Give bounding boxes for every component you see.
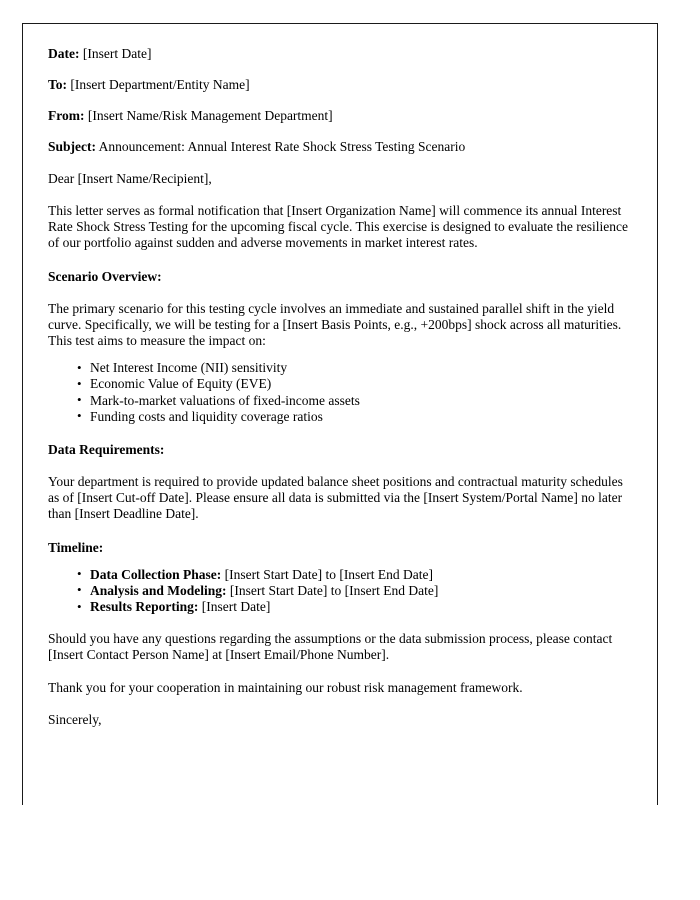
list-item <box>48 583 632 599</box>
header-value-date: [Insert Date] <box>82 46 152 61</box>
header-line-date <box>48 46 632 62</box>
timeline-bullet-label: Analysis and Modeling: <box>90 582 227 598</box>
header-line-subject <box>48 139 632 155</box>
list-item <box>48 409 632 425</box>
header-label-subject: Subject: <box>48 139 96 154</box>
timeline-heading: Timeline: <box>48 539 104 555</box>
data-requirements-paragraph: Your department is required to provide updated balance sheet positions and contractual maturity schedules as of [Insert Cut-off Date]. Please ensure all data is submitted via the [Insert System/Portal Name] no later than [Insert Deadline Date]. <box>48 474 623 522</box>
list-item <box>48 393 632 409</box>
contact-paragraph: Should you have any questions regarding the assumptions or the data submission process, please contact [Insert Contact Person Name] at [Insert Email/Phone Number]. <box>48 631 613 663</box>
header-label-date: Date: <box>48 46 80 61</box>
letter-body <box>48 46 632 728</box>
timeline-bullet-value: [Insert Start Date] to [Insert End Date] <box>229 582 439 598</box>
timeline-bullet-label: Results Reporting: <box>90 599 199 615</box>
greeting-line: Dear [Insert Name/Recipient], <box>48 171 212 186</box>
scenario-overview-paragraph: The primary scenario for this testing cycle involves an immediate and sustained parallel shift in the yield curve. Specifically, we will be testing for a [Insert Basis Points, e.g., +200bps] shock across all maturities. This test aims to measure the impact on: <box>48 300 622 349</box>
scenario-bullet-text: Mark-to-market valuations of fixed-income assets <box>90 392 360 408</box>
thanks-paragraph: Thank you for your cooperation in maintaining our robust risk management framework. <box>48 679 523 695</box>
list-item <box>48 360 632 376</box>
data-requirements-heading: Data Requirements: <box>48 442 165 458</box>
scenario-overview-heading: Scenario Overview: <box>48 268 162 284</box>
header-label-from: From: <box>48 108 85 123</box>
header-value-from: [Insert Name/Risk Management Department] <box>87 108 333 123</box>
scenario-bullet-text: Funding costs and liquidity coverage ratios <box>90 408 323 424</box>
scenario-bullet-text: Economic Value of Equity (EVE) <box>90 376 272 392</box>
header-line-to <box>48 77 632 93</box>
list-item <box>48 376 632 392</box>
intro-paragraph: This letter serves as formal notification that [Insert Organization Name] will commence its annual Interest Rate Shock Stress Testing for the upcoming fiscal cycle. This exercise is designed to evaluate the resilience of our portfolio against sudden and adverse movements in market interest rates. <box>48 203 629 251</box>
header-value-to: [Insert Department/Entity Name] <box>70 77 250 92</box>
header-label-to: To: <box>48 77 68 92</box>
header-value-subject: Announcement: Annual Interest Rate Shock Stress Testing Scenario <box>98 139 466 154</box>
timeline-bullet-label: Data Collection Phase: <box>90 566 222 582</box>
timeline-list <box>48 567 632 616</box>
list-item <box>48 599 632 615</box>
scenario-bullet-text: Net Interest Income (NII) sensitivity <box>90 360 288 376</box>
header-line-from <box>48 108 632 124</box>
scenario-impact-list <box>48 360 632 425</box>
letter-page <box>22 23 658 805</box>
signoff-line: Sincerely, <box>48 711 102 727</box>
timeline-bullet-value: [Insert Start Date] to [Insert End Date] <box>224 566 434 582</box>
list-item <box>48 567 632 583</box>
timeline-bullet-value: [Insert Date] <box>201 599 271 615</box>
